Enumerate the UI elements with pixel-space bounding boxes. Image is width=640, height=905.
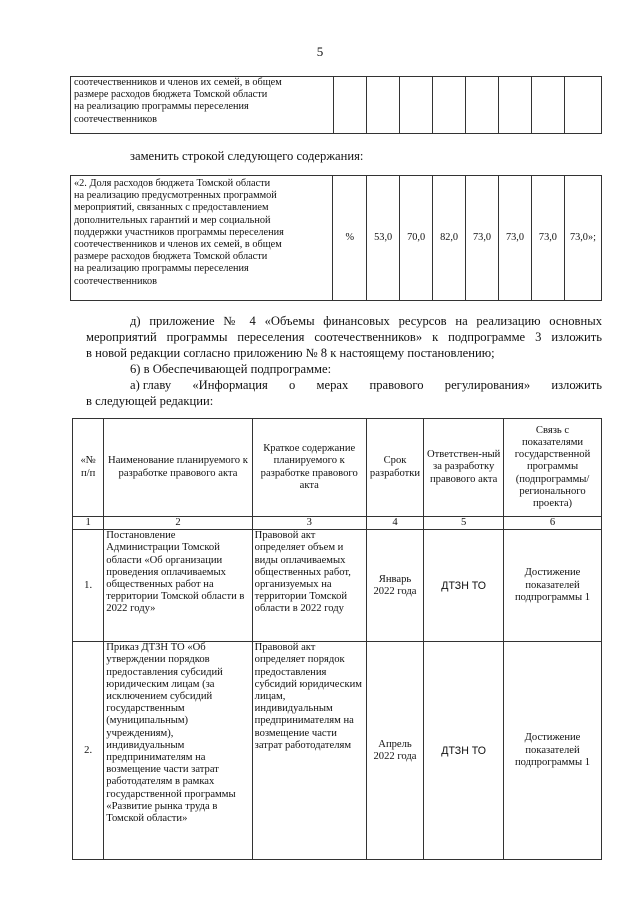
header-name: Наименование планируемого к разработке правового акта [104,419,252,517]
text-line: на реализацию программы переселения [74,263,249,275]
text-line: мероприятий, связанных с предоставлением [74,202,269,214]
paragraph-d-line1: д) приложение № 4 «Объемы финансовых ресурсов на реализацию основных [130,314,602,328]
empty-cell [367,77,400,134]
value-cell: 70,0 [400,176,433,301]
table-top-fragment [70,76,602,134]
text-line: дополнительных гарантий и мер социальной [74,214,271,226]
text-line: на реализацию программы переселения [74,101,249,113]
empty-cell [565,77,602,134]
word: правового [369,378,424,392]
header-num: «№ п/п [73,419,104,517]
row-responsible: ДТЗН ТО [424,642,504,860]
row-num: 1. [73,530,104,642]
row-content: Правовой акт определяет порядок предоставления субсидий юридическим лицам, индивидуальным предпринимателям на возмещение части затрат работодателям [252,642,366,860]
row-content: Правовой акт определяет объем и виды оплачиваемых общественных работ, организуемых на территории Томской области в 2022 году [252,530,366,642]
value-cell: 73,0 [466,176,499,301]
indicator-text-cell [71,77,334,134]
row-name: Приказ ДТЗН ТО «Об утверждении порядков предоставления субсидий юридическим лицам (за исключением субсидий государственным (муниципальным) учреждениям), индивидуальным предпринимателям на возмещение части затрат работодателям в рамках государственной программы «Развитие рынка труда в Томской области» [104,642,252,860]
col-number: 2 [104,517,252,530]
page-number: 5 [316,44,324,59]
header-responsible: Ответствен-ный за разработку правового акта [424,419,504,517]
paragraph-a-line1 [130,378,602,393]
header-deadline: Срок разработки [366,419,424,517]
paragraph-d-line2: мероприятий программы переселения соотечественников» к подпрограмме 3 изложить [86,330,602,344]
empty-cell [499,77,532,134]
value-cell: 73,0 [531,176,564,301]
paragraph-d-line3: в новой редакции согласно приложению № 8 к настоящему постановлению; [86,346,495,360]
header-link: Связь с показателями государственной программы (подпрограммы/ регионального проекта) [504,419,602,517]
row-deadline: Январь 2022 года [366,530,424,642]
row-link: Достижение показателей подпрограммы 1 [504,530,602,642]
value-cell: 73,0 [499,176,532,301]
row-num: 2. [73,642,104,860]
text-line: соотечественников [74,113,158,125]
header-content: Краткое содержание планируемого к разработке правового акта [252,419,366,517]
row-name: Постановление Администрации Томской области «Об организации проведения оплачиваемых общественных работ на территории Томской области в 2022 году» [104,530,252,642]
paragraph-a-line2: в следующей редакции: [86,394,214,408]
empty-cell [532,77,565,134]
word: регулирования» [444,378,531,392]
text-line: размере расходов бюджета Томской области [74,251,268,263]
indicator-table [70,175,602,301]
text-line: соотечественников и членов их семей, в общем [74,77,282,88]
legal-acts-table [72,418,602,860]
indicator-name-cell [71,176,333,301]
unit-cell: % [333,176,367,301]
row-responsible: ДТЗН ТО [424,530,504,642]
word: а) главу [130,378,172,392]
word: изложить [551,378,602,392]
col-number: 4 [366,517,424,530]
col-number: 1 [73,517,104,530]
col-number: 5 [424,517,504,530]
row-link: Достижение показателей подпрограммы 1 [504,642,602,860]
empty-cell [466,77,499,134]
table-row [73,642,602,860]
table-row [73,530,602,642]
replace-line: заменить строкой следующего содержания: [130,149,364,163]
text-line: размере расходов бюджета Томской области [74,89,268,101]
word: мерах [316,378,349,392]
empty-cell [400,77,433,134]
value-cell: 73,0»; [564,176,601,301]
paragraph-six: 6) в Обеспечивающей подпрограмме: [130,362,332,376]
col-number: 6 [504,517,602,530]
text-line: поддержки участников программы переселения [74,226,284,238]
empty-cell [433,77,466,134]
row-deadline: Апрель 2022 года [366,642,424,860]
col-number: 3 [252,517,366,530]
word: «Информация [192,378,268,392]
word: о [289,378,296,392]
text-line: соотечественников [74,275,158,287]
value-cell: 53,0 [367,176,400,301]
text-line: на реализацию предусмотренных программой [74,190,277,202]
empty-cell [333,77,367,134]
value-cell: 82,0 [433,176,466,301]
text-line: соотечественников и членов их семей, в общем [74,239,282,251]
text-line: «2. Доля расходов бюджета Томской области [74,178,271,189]
